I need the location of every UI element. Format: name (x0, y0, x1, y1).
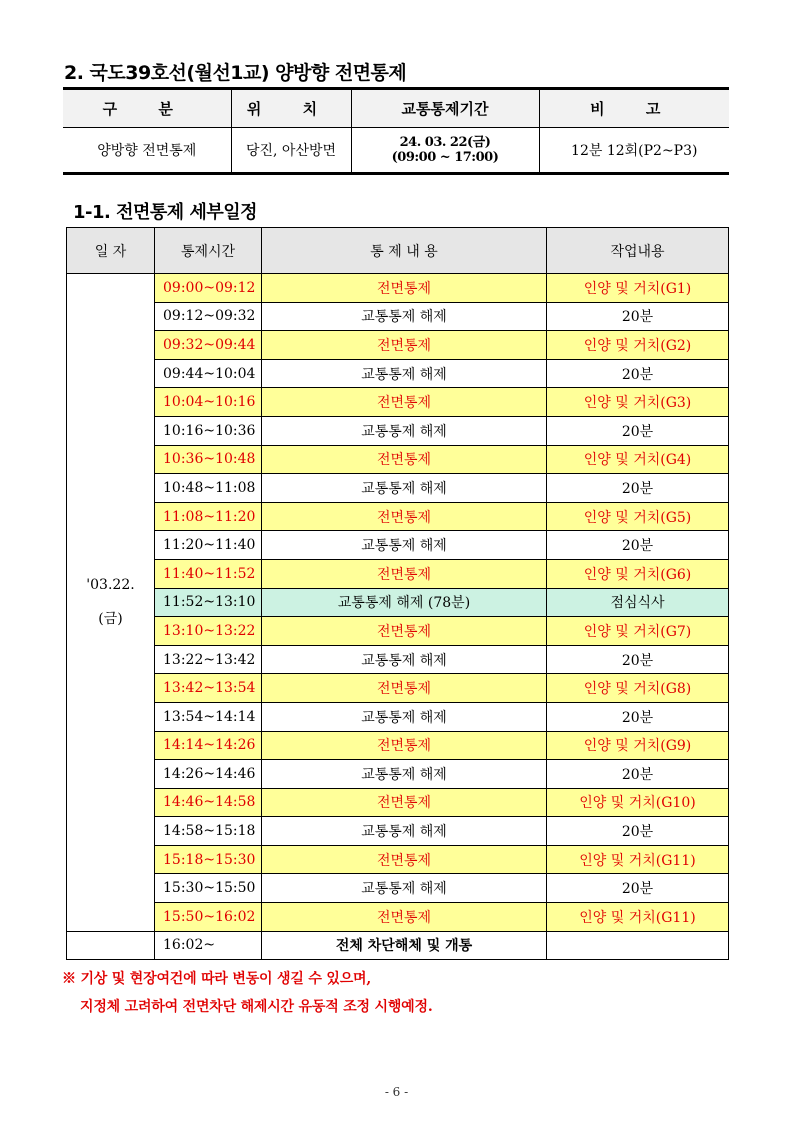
summary-period-date: 24. 03. 22(금) (399, 135, 491, 150)
schedule-content: 교통통제 해제 (262, 416, 547, 445)
schedule-row (67, 416, 729, 445)
summary-header-period: 교통통제기간 (351, 89, 539, 128)
schedule-content: 전면통제 (262, 674, 547, 703)
section-2-title: 2. 국도39호선(월선1교) 양방향 전면통제 (64, 62, 407, 84)
schedule-row (67, 474, 729, 503)
schedule-row (67, 931, 729, 960)
schedule-header-work: 작업내용 (547, 228, 729, 274)
schedule-work: 인양 및 거치(G10) (547, 788, 729, 817)
schedule-content: 교통통제 해제 (262, 302, 547, 331)
schedule-header-row (67, 228, 729, 274)
section-1-1-title: 1-1. 전면통제 세부일정 (73, 202, 257, 223)
schedule-work: 인양 및 거치(G11) (547, 845, 729, 874)
schedule-time: 13:42~13:54 (155, 674, 262, 703)
schedule-content: 교통통제 해제 (262, 874, 547, 903)
schedule-row (67, 617, 729, 646)
schedule-work: 인양 및 거치(G8) (547, 674, 729, 703)
schedule-content: 전면통제 (262, 788, 547, 817)
schedule-row (67, 302, 729, 331)
schedule-time: 15:30~15:50 (155, 874, 262, 903)
schedule-time: 10:04~10:16 (155, 388, 262, 417)
schedule-row (67, 531, 729, 560)
schedule-work: 20분 (547, 359, 729, 388)
schedule-content: 교통통제 해제 (262, 645, 547, 674)
schedule-row (67, 502, 729, 531)
schedule-row (67, 903, 729, 932)
schedule-time: 10:16~10:36 (155, 416, 262, 445)
schedule-content: 교통통제 해제 (262, 531, 547, 560)
notice-line-1: ※ 기상 및 현장여건에 따라 변동이 생길 수 있으며, (62, 971, 372, 987)
schedule-time: 14:58~15:18 (155, 817, 262, 846)
schedule-work: 인양 및 거치(G11) (547, 903, 729, 932)
schedule-work: 인양 및 거치(G9) (547, 731, 729, 760)
summary-note: 12분 12회(P2~P3) (539, 128, 729, 174)
schedule-time: 15:50~16:02 (155, 903, 262, 932)
schedule-time: 14:14~14:26 (155, 731, 262, 760)
schedule-content: 전면통제 (262, 502, 547, 531)
schedule-time: 10:36~10:48 (155, 445, 262, 474)
schedule-row (67, 588, 729, 617)
schedule-content: 교통통제 해제 (262, 760, 547, 789)
schedule-row (67, 388, 729, 417)
schedule-content: 전면통제 (262, 331, 547, 360)
summary-table (63, 87, 729, 175)
schedule-work: 점심식사 (547, 588, 729, 617)
schedule-content: 전면통제 (262, 617, 547, 646)
summary-division: 양방향 전면통제 (63, 128, 231, 174)
schedule-weekday: (금) (98, 611, 123, 628)
schedule-content: 교통통제 해제 (262, 817, 547, 846)
schedule-content: 전면통제 (262, 445, 547, 474)
schedule-header-time: 통제시간 (155, 228, 262, 274)
schedule-row (67, 874, 729, 903)
schedule-time: 11:40~11:52 (155, 559, 262, 588)
summary-header-row (63, 89, 729, 128)
page-number: - 6 - (384, 1085, 409, 1099)
schedule-work: 20분 (547, 531, 729, 560)
schedule-header-content: 통 제 내 용 (262, 228, 547, 274)
schedule-work: 인양 및 거치(G6) (547, 559, 729, 588)
schedule-work (547, 931, 729, 960)
schedule-content: 전면통제 (262, 388, 547, 417)
schedule-body (67, 274, 729, 960)
schedule-row (67, 359, 729, 388)
schedule-content: 교통통제 해제 (262, 359, 547, 388)
summary-period (351, 128, 539, 174)
schedule-work: 20분 (547, 416, 729, 445)
schedule-work: 20분 (547, 302, 729, 331)
schedule-content: 교통통제 해제 (262, 702, 547, 731)
schedule-work: 20분 (547, 474, 729, 503)
schedule-work: 20분 (547, 645, 729, 674)
schedule-content: 전체 차단해체 및 개통 (262, 931, 547, 960)
schedule-row (67, 674, 729, 703)
schedule-content: 전면통제 (262, 731, 547, 760)
summary-period-hours: (09:00 ~ 17:00) (391, 150, 499, 165)
schedule-row (67, 788, 729, 817)
schedule-time: 11:52~13:10 (155, 588, 262, 617)
schedule-date-cell (67, 274, 155, 932)
schedule-row (67, 331, 729, 360)
schedule-content: 교통통제 해제 (262, 474, 547, 503)
schedule-work: 20분 (547, 760, 729, 789)
schedule-time: 09:32~09:44 (155, 331, 262, 360)
schedule-row (67, 731, 729, 760)
schedule-row (67, 645, 729, 674)
summary-location: 당진, 아산방면 (231, 128, 351, 174)
schedule-content: 전면통제 (262, 274, 547, 303)
summary-header-note: 비 고 (539, 89, 729, 128)
schedule-date-empty (67, 931, 155, 960)
schedule-row (67, 760, 729, 789)
schedule-row (67, 845, 729, 874)
schedule-content: 전면통제 (262, 845, 547, 874)
schedule-row (67, 817, 729, 846)
summary-header-division: 구 분 (63, 89, 231, 128)
schedule-time: 14:26~14:46 (155, 760, 262, 789)
schedule-time: 10:48~11:08 (155, 474, 262, 503)
schedule-work: 20분 (547, 702, 729, 731)
schedule-content: 교통통제 해제 (78분) (262, 588, 547, 617)
schedule-table (66, 227, 729, 960)
notice-line-2: 지정체 고려하여 전면차단 해제시간 유동적 조정 시행예정. (80, 999, 433, 1015)
schedule-time: 09:12~09:32 (155, 302, 262, 331)
summary-header-location: 위 치 (231, 89, 351, 128)
schedule-time: 13:54~14:14 (155, 702, 262, 731)
schedule-work: 인양 및 거치(G3) (547, 388, 729, 417)
schedule-work: 인양 및 거치(G7) (547, 617, 729, 646)
schedule-header-date: 일 자 (67, 228, 155, 274)
schedule-time: 14:46~14:58 (155, 788, 262, 817)
schedule-time: 11:20~11:40 (155, 531, 262, 560)
schedule-work: 20분 (547, 817, 729, 846)
schedule-row (67, 274, 729, 303)
schedule-time: 13:22~13:42 (155, 645, 262, 674)
schedule-work: 20분 (547, 874, 729, 903)
schedule-row (67, 559, 729, 588)
schedule-time: 09:00~09:12 (155, 274, 262, 303)
schedule-date: '03.22. (86, 577, 135, 594)
summary-row (63, 128, 729, 174)
schedule-work: 인양 및 거치(G1) (547, 274, 729, 303)
schedule-work: 인양 및 거치(G4) (547, 445, 729, 474)
schedule-time: 13:10~13:22 (155, 617, 262, 646)
schedule-time: 15:18~15:30 (155, 845, 262, 874)
schedule-work: 인양 및 거치(G2) (547, 331, 729, 360)
schedule-content: 전면통제 (262, 903, 547, 932)
schedule-work: 인양 및 거치(G5) (547, 502, 729, 531)
schedule-time: 09:44~10:04 (155, 359, 262, 388)
schedule-row (67, 702, 729, 731)
schedule-time: 11:08~11:20 (155, 502, 262, 531)
schedule-row (67, 445, 729, 474)
schedule-time: 16:02~ (155, 931, 262, 960)
schedule-content: 전면통제 (262, 559, 547, 588)
